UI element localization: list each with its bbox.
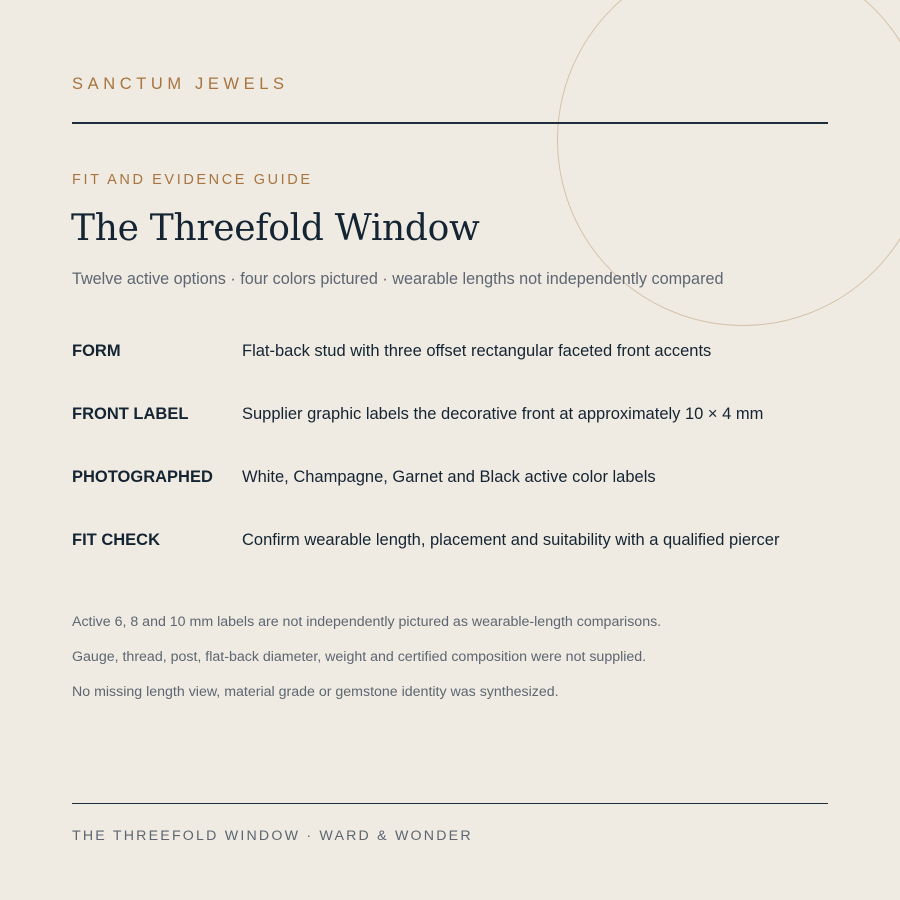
spec-label: FRONT LABEL <box>72 405 189 423</box>
footer-text: THE THREEFOLD WINDOW · WARD & WONDER <box>72 828 473 844</box>
spec-label: FORM <box>72 342 121 360</box>
disclaimer-note: Gauge, thread, post, flat-back diameter, weight and certified composition were not supplied. <box>72 649 647 665</box>
spec-row-front-label <box>72 405 832 427</box>
disclaimer-note: No missing length view, material grade or gemstone identity was synthesized. <box>72 684 559 700</box>
spec-label: FIT CHECK <box>72 531 160 549</box>
section-eyebrow: FIT AND EVIDENCE GUIDE <box>72 172 313 188</box>
brand-name: SANCTUM JEWELS <box>72 75 289 93</box>
spec-row-form <box>72 342 832 364</box>
header-divider <box>72 122 828 124</box>
spec-value: Supplier graphic labels the decorative front at approximately 10 × 4 mm <box>242 405 764 423</box>
footer-divider <box>72 803 828 804</box>
spec-label: PHOTOGRAPHED <box>72 468 213 486</box>
spec-value: Flat-back stud with three offset rectangular faceted front accents <box>242 342 712 360</box>
spec-value: Confirm wearable length, placement and suitability with a qualified piercer <box>242 531 780 549</box>
spec-row-fit-check <box>72 531 832 553</box>
disclaimer-note: Active 6, 8 and 10 mm labels are not independently pictured as wearable-length comparisons. <box>72 614 662 630</box>
spec-value: White, Champagne, Garnet and Black active color labels <box>242 468 656 486</box>
page-subtitle: Twelve active options · four colors pictured · wearable lengths not independently compared <box>72 270 724 288</box>
spec-row-photographed <box>72 468 832 490</box>
page-title: The Threefold Window <box>71 208 480 249</box>
